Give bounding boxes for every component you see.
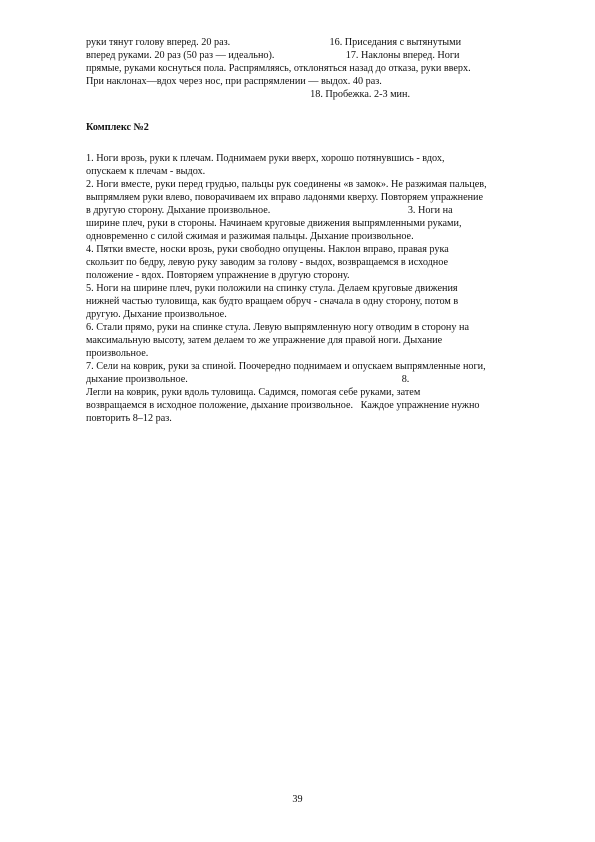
text-line: в другую сторону. Дыхание произвольное. 3. Ноги на <box>86 205 453 216</box>
text-line: положение - вдох. Повторяем упражнение в другую сторону. <box>86 270 350 281</box>
text-line: 18. Пробежка. 2-3 мин. <box>86 89 410 100</box>
text-line: скользит по бедру, левую руку заводим за голову - выдох, возвращаемся в исходное <box>86 257 448 268</box>
text-line: 5. Ноги на ширине плеч, руки положили на спинку стула. Делаем круговые движения <box>86 283 458 294</box>
text-line: дыхание произвольное. 8. <box>86 374 410 385</box>
text-line: одновременно с силой сжимая и разжимая пальцы. Дыхание произвольное. <box>86 231 414 242</box>
text-line: 4. Пятки вместе, носки врозь, руки свободно опущены. Наклон вправо, правая рука <box>86 244 449 255</box>
text-line: прямые, руками коснуться пола. Распрямляясь, отклоняться назад до отказа, руки вверх. <box>86 63 471 74</box>
text-line: произвольное. <box>86 348 149 359</box>
text-line: При наклонах—вдох через нос, при распрямлении — выдох. 40 раз. <box>86 76 382 87</box>
text-line: ширине плеч, руки в стороны. Начинаем круговые движения выпрямленными руками, <box>86 218 462 229</box>
text-line: повторить 8–12 раз. <box>86 413 172 424</box>
text-line: опускаем к плечам - выдох. <box>86 166 206 177</box>
text-line: другую. Дыхание произвольное. <box>86 309 227 320</box>
text-line: вперед руками. 20 раз (50 раз — идеально). 17. Наклоны вперед. Ноги <box>86 50 460 61</box>
text-line: руки тянут голову вперед. 20 раз. 16. Приседания с вытянутыми <box>86 37 462 48</box>
complex-heading: Комплекс №2 <box>86 122 149 133</box>
text-line: 6. Стали прямо, руки на спинке стула. Левую выпрямленную ногу отводим в сторону на <box>86 322 469 333</box>
text-line: 1. Ноги врозь, руки к плечам. Поднимаем руки вверх, хорошо потянувшись - вдох, <box>86 153 445 164</box>
page-number: 39 <box>292 794 303 805</box>
text-line: максимальную высоту, затем делаем то же упражнение для правой ноги. Дыхание <box>86 335 443 346</box>
text-line: нижней частью туловища, как будто вращаем обруч - сначала в одну сторону, потом в <box>86 296 459 307</box>
text-line: 7. Сели на коврик, руки за спиной. Поочередно поднимаем и опускаем выпрямленные ноги, <box>86 361 486 372</box>
text-line: возвращаемся в исходное положение, дыхание произвольное. Каждое упражнение нужно <box>86 400 480 411</box>
text-line: выпрямляем руки влево, поворачиваем их вправо ладонями кверху. Повторяем упражнение <box>86 192 484 203</box>
text-line: Легли на коврик, руки вдоль туловища. Садимся, помогая себе руками, затем <box>86 387 421 398</box>
text-line: 2. Ноги вместе, руки перед грудью, пальцы рук соединены «в замок». Не разжимая пальцев, <box>86 179 487 190</box>
